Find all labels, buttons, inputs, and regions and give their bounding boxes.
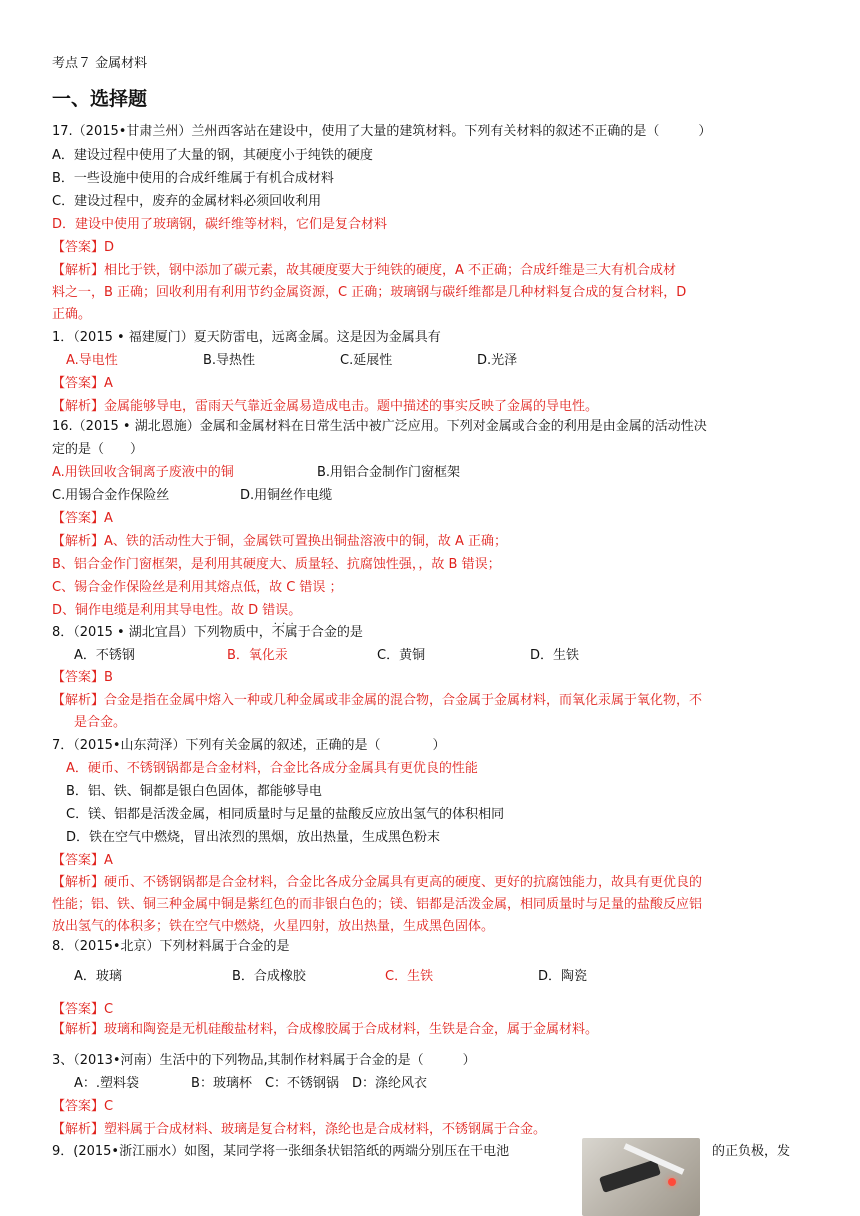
- q17-stem: 17.（2015•甘肃兰州）兰州西客站在建设中，使用了大量的建筑材料。下列有关材料的叙述不正确的是（ ）: [52, 124, 712, 139]
- q1-answer: 【答案】A: [52, 376, 113, 391]
- q17-option-c: C．建设过程中，废弃的金属材料必须回收利用: [52, 194, 322, 209]
- q1-option-a: A.导电性: [66, 353, 118, 368]
- q3-options: A：.塑料袋 B：玻璃杯 C：不锈钢锅 D：涤纶风衣: [74, 1076, 428, 1091]
- q8a-option-c: C．黄铜: [377, 648, 426, 663]
- q16-explanation-1: 【解析】A、铁的活动性大于铜，金属铁可置换出铜盐溶液中的铜，故 A 正确；: [52, 534, 508, 549]
- q8b-option-d: D．陶瓷: [538, 969, 588, 984]
- q1-option-b: B.导热性: [203, 353, 256, 368]
- q8b-option-b: B．合成橡胶: [232, 969, 306, 984]
- q7-option-c: C．镁、铝都是活泼金属，相同质量时与足量的盐酸反应放出氢气的体积相同: [66, 807, 505, 822]
- q9-stem-post: 的正负极，发: [712, 1144, 791, 1159]
- q7-option-b: B．铝、铁、铜都是银白色固体，都能够导电: [66, 784, 322, 799]
- q7-explanation-3: 放出氢气的体积多；铁在空气中燃烧，火星四射，放出热量，生成黑色固体。: [52, 919, 495, 934]
- q16-option-b: B.用铝合金制作门窗框架: [317, 465, 461, 480]
- kaodian-title: 考点７ 金属材料: [52, 56, 148, 71]
- section-heading: 一、选择题: [52, 88, 148, 110]
- battery-shape: [599, 1159, 661, 1193]
- q1-stem: 1．（2015 • 福建厦门）夏天防雷电，远离金属。这是因为金属具有: [52, 330, 441, 345]
- q8a-stem-pre: 8．（2015 • 湖北宜昌）下列物质中，: [52, 625, 272, 640]
- q8b-option-c: C．生铁: [385, 969, 434, 984]
- q8b-answer: 【答案】C: [52, 1002, 114, 1017]
- q1-option-c: C.延展性: [340, 353, 393, 368]
- q7-explanation-1: 【解析】硬币、不锈钢锅都是合金材料，合金比各成分金属具有更高的硬度、更好的抗腐蚀能力，故具有更优良的: [52, 875, 703, 890]
- q7-option-d: D．铁在空气中燃烧，冒出浓烈的黑烟，放出热量，生成黑色粉末: [66, 830, 441, 845]
- q8a-explanation-1: 【解析】合金是指在金属中熔入一种或几种金属或非金属的混合物，合金属于金属材料，而氧化汞属于氧化物，不: [52, 693, 703, 708]
- q8a-option-a: A．不锈钢: [74, 648, 135, 663]
- q8b-explanation: 【解析】玻璃和陶瓷是无机硅酸盐材料，合成橡胶属于合成材料，生铁是合金，属于金属材料。: [52, 1022, 599, 1037]
- q16-option-c: C.用锡合金作保险丝: [52, 488, 170, 503]
- q8b-option-a: A．玻璃: [74, 969, 122, 984]
- q17-answer: 【答案】D: [52, 240, 115, 255]
- q3-answer: 【答案】C: [52, 1099, 114, 1114]
- battery-foil-photo: [582, 1138, 700, 1216]
- spark-shape: [668, 1178, 676, 1186]
- q1-explanation: 【解析】金属能够导电，雷雨天气靠近金属易造成电击。题中描述的事实反映了金属的导电性。: [52, 399, 599, 414]
- q17-explanation-2: 料之一，B 正确；回收利用有利用节约金属资源，C 正确；玻璃钢与碳纤维都是几种材料复合成的复合材料，D: [52, 285, 687, 300]
- q16-option-d: D.用铜丝作电缆: [240, 488, 333, 503]
- q16-stem-2: 定的是（ ）: [52, 442, 144, 457]
- q8a-stem-emphasis: 不属于 · · ·: [272, 625, 311, 640]
- q17-explanation-3: 正确。: [52, 307, 92, 322]
- q17-option-b: B．一些设施中使用的合成纤维属于有机合成材料: [52, 171, 334, 186]
- q16-stem-1: 16.（2015 • 湖北恩施）金属和金属材料在日常生活中被广泛应用。下列对金属或合金的利用是由金属的活动性决: [52, 419, 707, 434]
- q7-answer: 【答案】A: [52, 853, 113, 868]
- q16-explanation-4: D、铜作电缆是利用其导电性。故 D 错误。: [52, 603, 302, 618]
- q17-option-d: D．建设中使用了玻璃钢，碳纤维等材料，它们是复合材料: [52, 217, 388, 232]
- q16-explanation-3: C、锡合金作保险丝是利用其熔点低，故 C 错误 ；: [52, 580, 343, 595]
- q16-explanation-2: B、铝合金作门窗框架，是利用其硬度大、质量轻、抗腐蚀性强，，故 B 错误；: [52, 557, 501, 572]
- q1-option-d: D.光泽: [477, 353, 518, 368]
- q17-option-a: A．建设过程中使用了大量的钢，其硬度小于纯铁的硬度: [52, 148, 373, 163]
- q7-option-a: A．硬币、不锈钢锅都是合金材料，合金比各成分金属具有更优良的性能: [66, 761, 478, 776]
- q8a-answer: 【答案】B: [52, 670, 113, 685]
- q3-stem: 3、（2013•河南）生活中的下列物品,其制作材料属于合金的是（ ）: [52, 1053, 476, 1068]
- q8a-option-d: D．生铁: [530, 648, 580, 663]
- q7-explanation-2: 性能；铝、铁、铜三种金属中铜是紫红色的而非银白色的；镁、铝都是活泼金属，相同质量时与足量的盐酸反应铝: [52, 897, 703, 912]
- q8b-stem: 8．（2015•北京）下列材料属于合金的是: [52, 939, 290, 954]
- q16-option-a: A.用铁回收含铜离子废液中的铜: [52, 465, 234, 480]
- q16-answer: 【答案】A: [52, 511, 113, 526]
- q3-explanation: 【解析】塑料属于合成材料、玻璃是复合材料，涤纶也是合成材料，不锈钢属于合金。: [52, 1122, 547, 1137]
- q8a-explanation-2: 是合金。: [74, 715, 127, 730]
- q17-explanation-1: 【解析】相比于铁，钢中添加了碳元素，故其硬度要大于纯铁的硬度，A 不正确；合成纤维是三大有机合成材: [52, 263, 677, 278]
- q8a-option-b: B．氧化汞: [227, 648, 288, 663]
- q7-stem: 7．（2015•山东菏泽）下列有关金属的叙述，正确的是（ ）: [52, 738, 446, 753]
- q9-stem-pre: 9．(2015•浙江丽水）如图，某同学将一张细条状铝箔纸的两端分别压在干电池: [52, 1144, 510, 1159]
- q8a-stem-post: 合金的是: [310, 625, 363, 640]
- q8a-stem: [52, 624, 363, 642]
